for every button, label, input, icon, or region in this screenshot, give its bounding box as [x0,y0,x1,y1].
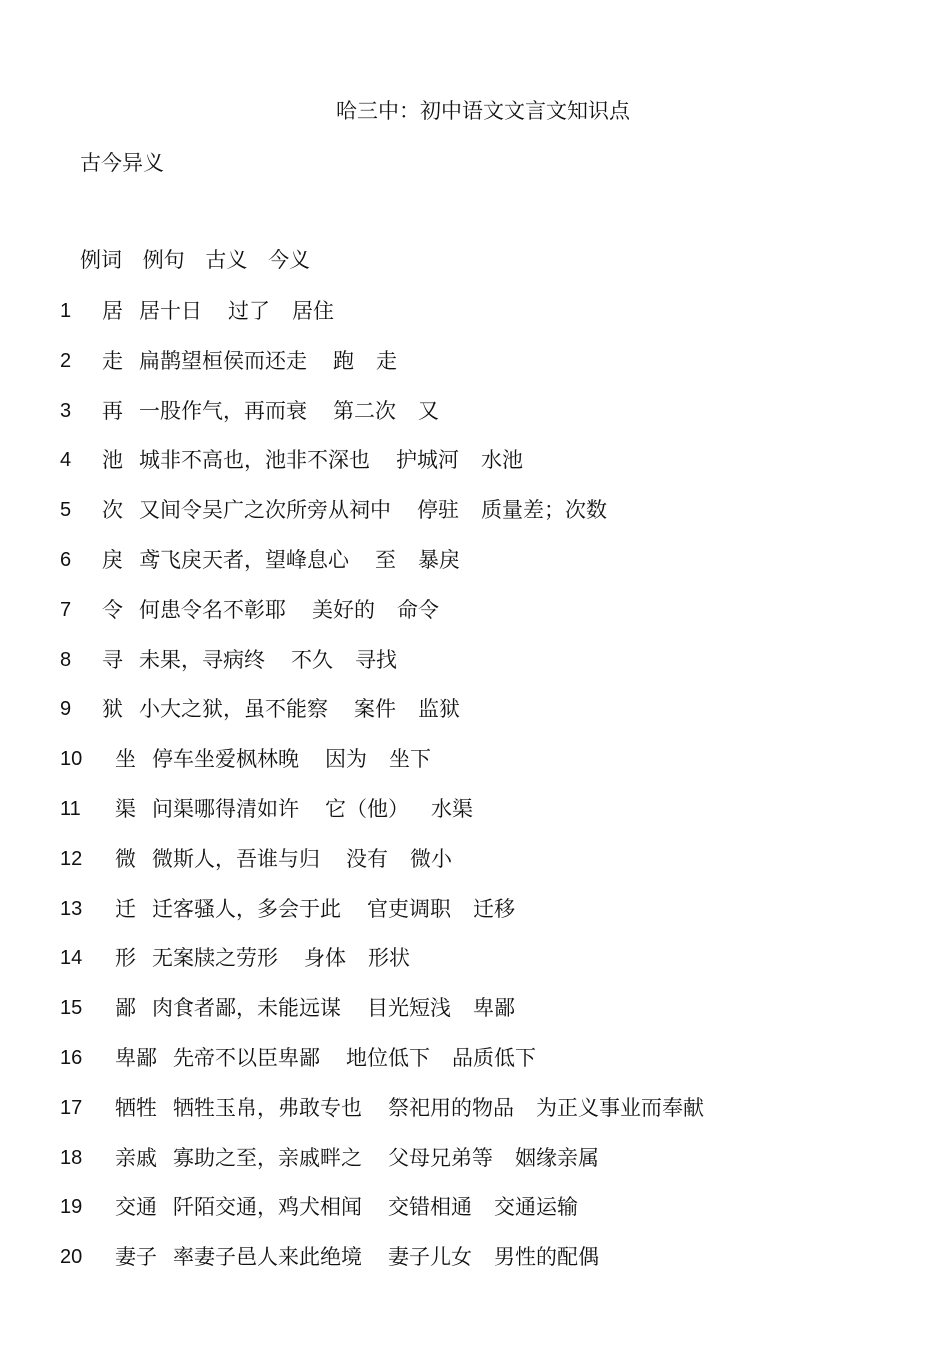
list-item [60,1043,920,1093]
entry-number: 8 [60,648,72,671]
section-heading: 古今异义 [80,151,164,175]
header-sentence: 例句 [142,248,185,272]
list-item [60,894,920,944]
list-item [60,1192,920,1242]
list-item [60,844,920,894]
list-item [60,694,920,744]
entry-modern-meaning: 姻缘亲属 [515,1145,599,1170]
entry-number: 14 [60,947,83,970]
entry-sentence: 先帝不以臣卑鄙 [173,1045,320,1070]
entry-number: 5 [60,499,72,522]
entry-number: 19 [60,1196,83,1219]
entry-ancient-meaning: 目光短浅 [367,996,451,1021]
entry-sentence: 微斯人，吾谁与归 [152,846,320,871]
entry-sentence: 无案牍之劳形 [152,946,278,971]
entry-sentence: 牺牲玉帛，弗敢专也 [173,1095,362,1120]
entry-modern-meaning: 走 [376,348,397,373]
entry-modern-meaning: 品质低下 [452,1045,536,1070]
entry-modern-meaning: 坐下 [389,747,431,772]
entry-ancient-meaning: 过了 [228,299,270,323]
list-item [60,1093,920,1143]
entry-number: 4 [60,449,72,472]
entry-modern-meaning: 质量差；次数 [481,498,607,523]
entry-sentence: 寡助之至，亲戚畔之 [173,1145,362,1170]
entry-ancient-meaning: 停驻 [417,498,459,523]
entry-number: 2 [60,349,72,372]
entry-modern-meaning: 形状 [368,946,410,971]
entry-number: 9 [60,698,72,721]
entry-word: 卑鄙 [115,1045,157,1070]
entry-word: 戾 [102,547,123,572]
header-modern: 今义 [268,248,311,272]
entry-number: 3 [60,399,72,422]
entry-word: 微 [115,846,136,871]
list-item [60,495,920,545]
entry-ancient-meaning: 至 [375,547,396,572]
list-item [60,296,920,346]
entry-ancient-meaning: 祭祀用的物品 [388,1095,514,1120]
entry-number: 15 [60,997,83,1020]
entry-sentence: 阡陌交通，鸡犬相闻 [173,1195,362,1220]
document-title: 哈三中：初中语文文言文知识点 [336,99,630,123]
entry-sentence: 肉食者鄙，未能远谋 [152,996,341,1021]
entry-word: 迁 [115,896,136,921]
header-word: 例词 [80,248,122,272]
entry-ancient-meaning: 没有 [346,846,388,871]
entry-word: 狱 [102,697,123,722]
table-header [80,245,324,275]
entry-sentence: 鸢飞戾天者，望峰息心 [139,547,349,572]
entry-sentence: 居十日 [139,299,202,323]
entry-sentence: 迁客骚人，多会于此 [152,896,341,921]
entry-modern-meaning: 寻找 [355,647,397,672]
entry-word: 牺牲 [115,1095,157,1120]
entry-ancient-meaning: 交错相通 [388,1195,472,1220]
entry-modern-meaning: 水池 [481,448,523,473]
entry-ancient-meaning: 不久 [291,647,333,672]
list-item [60,1143,920,1193]
entry-word: 坐 [115,747,136,772]
entry-number: 16 [60,1046,83,1069]
list-item [60,346,920,396]
entry-ancient-meaning: 因为 [325,747,367,772]
entry-ancient-meaning: 第二次 [333,398,396,423]
entry-modern-meaning: 命令 [397,597,439,622]
list-item [60,545,920,595]
entry-ancient-meaning: 妻子儿女 [388,1245,472,1270]
entry-modern-meaning: 卑鄙 [473,996,515,1021]
entry-word: 妻子 [115,1245,157,1270]
entry-number: 6 [60,548,72,571]
entry-number: 1 [60,300,72,322]
entry-modern-meaning: 居住 [292,299,334,323]
list-item [60,595,920,645]
entry-modern-meaning: 为正义事业而奉献 [536,1095,704,1120]
entry-sentence: 一股作气，再而衰 [139,398,307,423]
entry-sentence: 未果，寻病终 [139,647,265,672]
entry-modern-meaning: 迁移 [473,896,515,921]
entry-number: 10 [60,748,83,771]
entry-ancient-meaning: 它（他） [325,796,409,821]
list-item [60,645,920,695]
entry-number: 13 [60,897,83,920]
list-item [60,744,920,794]
list-item [60,445,920,495]
entry-ancient-meaning: 案件 [354,697,396,722]
entry-sentence: 何患令名不彰耶 [139,597,286,622]
entry-number: 17 [60,1096,83,1119]
entry-word: 渠 [115,796,136,821]
entry-word: 寻 [102,647,123,672]
entry-sentence: 扁鹊望桓侯而还走 [139,348,307,373]
entry-ancient-meaning: 护城河 [396,448,459,473]
header-ancient: 古义 [205,248,248,272]
list-item [60,943,920,993]
list-item [60,993,920,1043]
entry-modern-meaning: 男性的配偶 [494,1245,599,1270]
entry-number: 11 [60,797,81,820]
entry-word: 交通 [115,1195,157,1220]
entry-sentence: 率妻子邑人来此绝境 [173,1245,362,1270]
list-item [60,1242,920,1292]
entry-modern-meaning: 暴戾 [418,547,460,572]
entry-word: 形 [115,946,136,971]
list-item [60,396,920,446]
entry-word: 令 [102,597,123,622]
entry-ancient-meaning: 跑 [333,348,354,373]
entry-word: 池 [102,448,123,473]
entry-modern-meaning: 微小 [410,846,452,871]
entry-modern-meaning: 交通运输 [494,1195,578,1220]
entry-number: 20 [60,1246,83,1269]
entry-word: 再 [102,398,123,423]
entry-modern-meaning: 又 [418,398,439,423]
entry-number: 12 [60,847,83,870]
entry-word: 走 [102,348,123,373]
entry-number: 7 [60,598,72,621]
entry-ancient-meaning: 身体 [304,946,346,971]
entry-number: 18 [60,1146,83,1169]
list-item [60,794,920,844]
entry-ancient-meaning: 父母兄弟等 [388,1145,493,1170]
entry-word: 亲戚 [115,1145,157,1170]
entry-modern-meaning: 水渠 [431,796,473,821]
entry-word: 居 [102,299,123,323]
entry-word: 次 [102,498,123,523]
entry-ancient-meaning: 地位低下 [346,1045,430,1070]
entry-ancient-meaning: 美好的 [312,597,375,622]
entry-sentence: 又间令吴广之次所旁从祠中 [139,498,391,523]
entry-word: 鄙 [115,996,136,1021]
entry-sentence: 小大之狱，虽不能察 [139,697,328,722]
entry-ancient-meaning: 官吏调职 [367,896,451,921]
entry-modern-meaning: 监狱 [418,697,460,722]
entry-list [60,296,920,1292]
entry-sentence: 停车坐爱枫林晚 [152,747,299,772]
entry-sentence: 问渠哪得清如许 [152,796,299,821]
entry-sentence: 城非不高也，池非不深也 [139,448,370,473]
